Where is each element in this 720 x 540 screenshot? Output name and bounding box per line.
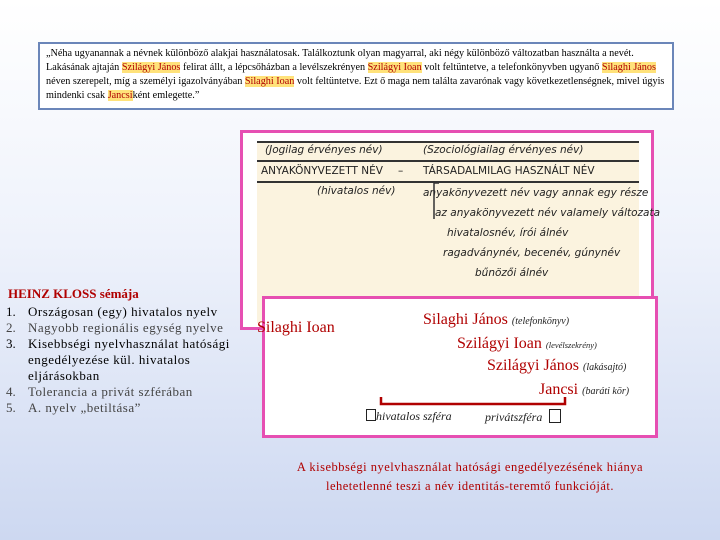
axis-left-label: hivatalos szféra: [376, 409, 452, 423]
axis-right-label: privátszféra: [485, 410, 543, 424]
name-highlight: Szilágyi Ioan: [367, 62, 422, 73]
official-private-axis-icon: [373, 395, 573, 409]
conclusion-text: A kisebbségi nyelvhasználat hatósági engedélyezésének hiánya lehetetlenné teszi a név identitás-teremtő funkcióját.: [296, 460, 644, 493]
quote-text: volt feltüntetve. Ezt ő maga nem találta zavarónak vagy következetlenségnek, mivel úgyis mindenki csak: [46, 76, 665, 101]
list-text: Nagyobb regionális egység nyelve: [28, 320, 224, 335]
kloss-title: HEINZ KLOSS sémája: [8, 286, 139, 301]
variant-name: Silaghi János: [423, 311, 508, 328]
axis-right-row: [485, 409, 561, 425]
social-name-line: hivatalosnév, írói álnév: [447, 227, 569, 239]
list-item: [6, 400, 236, 416]
table-rule: [257, 141, 639, 143]
variant-row: [423, 311, 569, 329]
variant-name: Szilágyi János: [487, 357, 579, 374]
social-name-line: az anyakönyvezett név valamely változata: [435, 207, 661, 219]
list-number: 1.: [6, 304, 16, 319]
variant-name: Szilágyi Ioan: [457, 335, 542, 352]
social-name-line: anyakönyvezett név vagy annak egy része: [423, 187, 649, 199]
quote-box: [38, 42, 674, 110]
box-icon: [366, 409, 376, 421]
list-text: A. nyelv „betiltása”: [28, 400, 141, 415]
list-item: [6, 304, 236, 320]
social-name-header: (Szociológiailag érvényes név): [423, 144, 584, 156]
axis-left-row: [366, 409, 452, 424]
quote-text: volt feltüntetve, a telefonkönyvben ugyanő: [421, 62, 602, 73]
variant-note: (baráti kör): [582, 386, 630, 397]
legal-name-header: (Jogilag érvényes név): [265, 144, 383, 156]
quote-text: néven szerepelt, míg a személyi igazolványában: [46, 76, 245, 87]
list-text: Országosan (egy) hivatalos nyelv: [28, 304, 218, 319]
table-rule: [257, 181, 639, 183]
list-number: 2.: [6, 320, 16, 335]
kloss-list: [6, 304, 236, 416]
list-text: Kisebbségi nyelvhasználat hatósági engedélyezése kül. hivatalos eljárásokban: [28, 336, 230, 383]
registered-name-title: ANYAKÖNYVEZETT NÉV: [261, 165, 383, 177]
name-variants-panel: [257, 296, 658, 438]
list-item: [6, 336, 236, 384]
list-number: 3.: [6, 336, 16, 351]
variant-note: (levélszekrény): [545, 340, 597, 350]
official-name-sub: (hivatalos név): [317, 185, 396, 197]
quote-text: „Néha ugyanannak a névnek különböző alakjai használatosak. Találkoztunk olyan magyarral, aki négy különböző változatban használta a nevét. Lakásának ajtaján: [46, 48, 634, 73]
list-number: 4.: [6, 384, 16, 399]
box-icon: [549, 409, 561, 423]
social-name-line: bűnözői álnév: [475, 267, 549, 279]
bracket-icon: [431, 181, 445, 223]
dash-separator: –: [398, 165, 404, 177]
official-name: Silaghi Ioan: [257, 319, 335, 336]
variant-name: Jancsi: [539, 381, 579, 398]
quote-text: felirat állt, a lépcsőházban a levélszekrényen: [180, 62, 368, 73]
variant-row: [457, 335, 597, 353]
quote-text: ként emlegette.”: [132, 90, 200, 101]
social-name-title: TÁRSADALMILAG HASZNÁLT NÉV: [423, 165, 595, 177]
name-highlight: Jancsi: [107, 90, 133, 101]
social-name-line: ragadványnév, becenév, gúnynév: [443, 247, 621, 259]
list-item: [6, 320, 236, 336]
variant-row: [487, 357, 626, 375]
table-rule: [257, 160, 639, 162]
name-highlight: Silaghi János: [601, 62, 656, 73]
list-text: Tolerancia a privát szférában: [28, 384, 193, 399]
variant-note: (telefonkönyv): [511, 316, 570, 327]
name-highlight: Szilágyi János: [121, 62, 181, 73]
variant-note: (lakásajtó): [583, 362, 627, 373]
list-number: 5.: [6, 400, 16, 415]
list-item: [6, 384, 236, 400]
name-highlight: Silaghi Ioan: [244, 76, 295, 87]
